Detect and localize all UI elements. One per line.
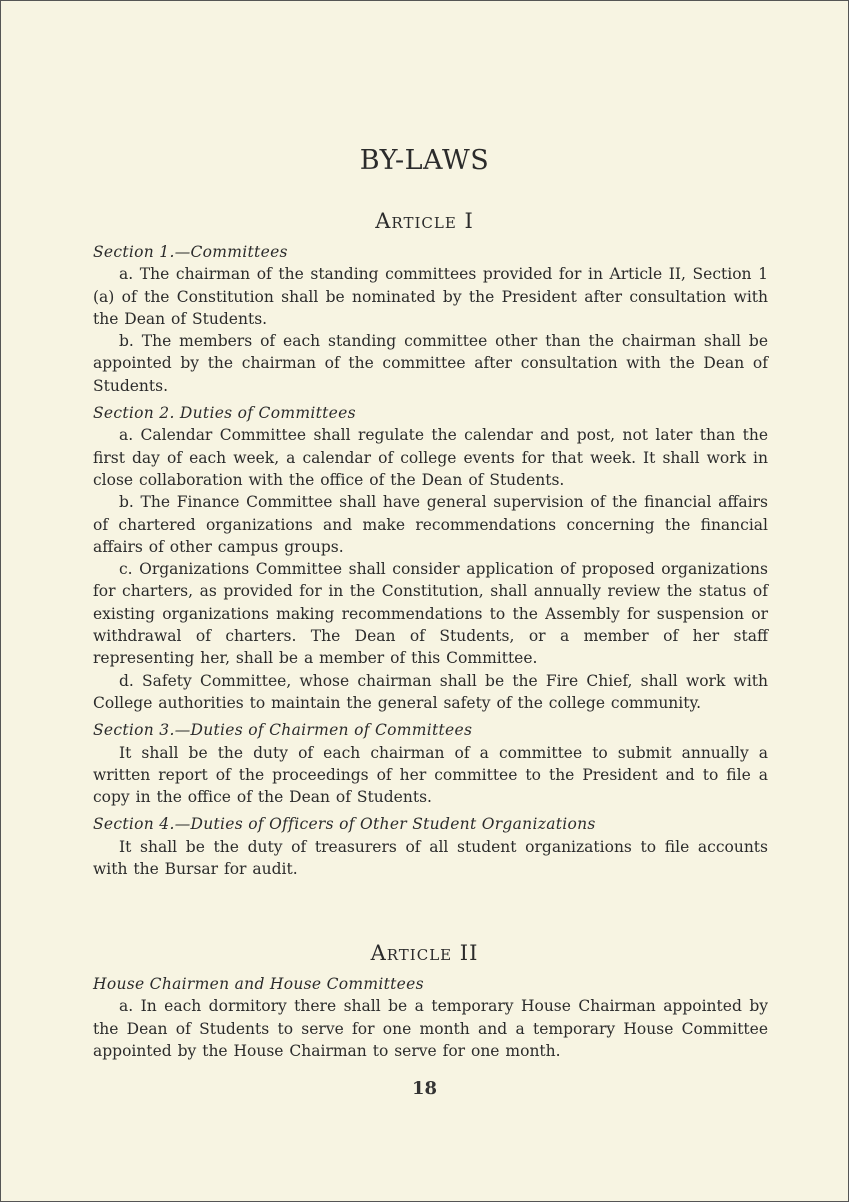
article-1-heading: Article I	[375, 209, 474, 233]
house-committees-paragraph-a: a. In each dormitory there shall be a temporary House Chairman appointed by the Dean of Students to serve for one month and a temporary House Committee appointed by the House Chairman to serve for one month.	[93, 997, 768, 1060]
section-1-paragraph-b: b. The members of each standing committee other than the chairman shall be appointed by the chairman of the committee after consultation with the Dean of Students.	[93, 332, 768, 395]
section-2-paragraph-b: b. The Finance Committee shall have general supervision of the financial affairs of chartered organizations and make recommendations concerning the financial affairs of other campus groups.	[93, 493, 768, 556]
section-2-paragraph-d: d. Safety Committee, whose chairman shall be the Fire Chief, shall work with College authorities to maintain the general safety of the college community.	[93, 671, 768, 712]
section-4-heading: Section 4.—Duties of Officers of Other Student Organizations	[93, 815, 596, 834]
house-committees-heading: House Chairmen and House Committees	[93, 975, 424, 993]
article-1-body	[93, 241, 768, 880]
article-2-heading: Article II	[370, 941, 479, 965]
section-3-paragraph: It shall be the duty of each chairman of a committee to submit annually a written report of the proceedings of her committee to the President and to file a copy in the office of the Dean of Students.	[93, 743, 768, 807]
section-2-paragraph-a: a. Calendar Committee shall regulate the calendar and post, not later than the first day of each week, a calendar of college events for that week. It shall work in close collaboration with the office of the Dean of Students.	[93, 426, 768, 489]
section-1-paragraph-a: a. The chairman of the standing committees provided for in Article II, Section 1 (a) of the Constitution shall be nominated by the President after consultation with the Dean of Students.	[93, 265, 768, 328]
page-number: 18	[411, 1078, 438, 1099]
section-1-heading: Section 1.—Committees	[93, 243, 288, 261]
section-2-heading: Section 2. Duties of Committees	[93, 404, 356, 423]
section-3-heading: Section 3.—Duties of Chairmen of Committees	[93, 721, 473, 740]
article-2-body	[93, 973, 768, 1062]
page-title: BY-LAWS	[359, 145, 490, 176]
section-2-paragraph-c: c. Organizations Committee shall consider application of proposed organizations for charters, as provided for in the Constitution, shall annually review the status of existing organizations making recommendations to the Assembly for suspension or withdrawal of charters. The Dean of Students, or a member of her staff representing her, shall be a member of this Committee.	[93, 560, 768, 668]
section-4-paragraph: It shall be the duty of treasurers of all student organizations to file accounts with the Bursar for audit.	[93, 837, 768, 879]
